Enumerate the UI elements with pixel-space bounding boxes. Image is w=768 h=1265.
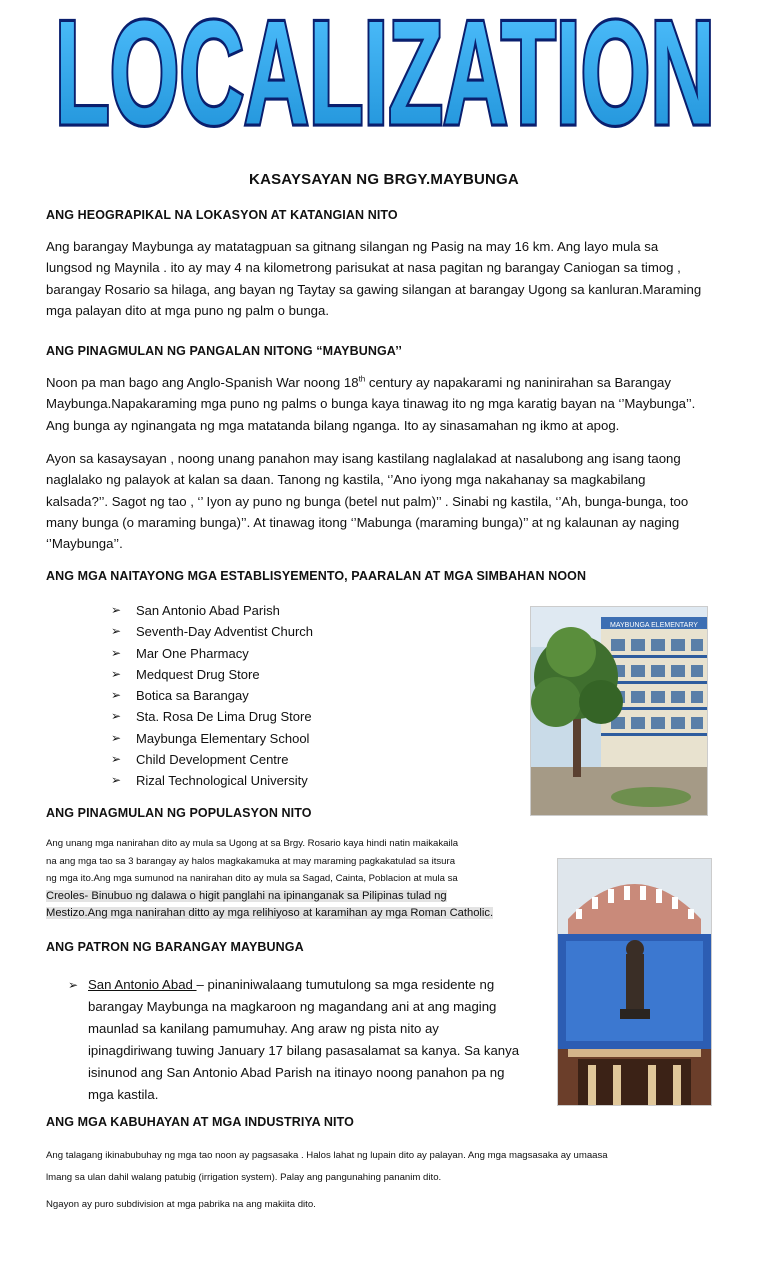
text-line: Noon pa man bago ang Anglo-Spanish War noong 18 [46, 375, 359, 390]
section-heading: ANG PINAGMULAN NG POPULASYON NITO [46, 806, 312, 820]
text-line: Ang barangay Maybunga ay matatagpuan sa gitnang silangan ng Pasig na may 16 km. Ang layo mula sa [46, 239, 659, 254]
list-item: ➢ Botica sa Barangay [111, 685, 471, 706]
arrow-bullet-icon: ➢ [111, 709, 122, 724]
patron-saint-name: San Antonio Abad [88, 977, 197, 992]
list-item: ➢ San Antonio Abad Parish [111, 600, 471, 621]
text-line: century ay napakarami ng naninirahan sa Barangay [365, 375, 671, 390]
list-item: ➢ Mar One Pharmacy [111, 643, 471, 664]
text-line: lmang sa ulan dahil walang patubig (irrigation system). Palay ang pangunahing pananim dito. [46, 1172, 442, 1183]
text-line: Ang bunga ay nginangata ng mga matatanda bilang nganga. Ito ay sinasamahan ng ikmo at apog. [46, 417, 620, 433]
text-line: mga kastila. [88, 1087, 159, 1102]
text-line: ‘’Maybunga’’. [46, 536, 123, 552]
arrow-bullet-icon: ➢ [68, 978, 79, 992]
arrow-bullet-icon: ➢ [111, 688, 122, 703]
text-line: naglalako ng palayok at kalan sa daan. Tanong ng kastila, ‘’Ano iyong mga nakahanay sa magkabilang [46, 472, 646, 488]
text-line: many bunga (o maraming bunga)’’. At tinawag itong ‘’Mabunga (maraming bunga)’’ at ng kalaunan ay naging [46, 514, 680, 530]
text-line: Ayon sa kasaysayan , noong unang panahon may isang kastilang naglalakad at nasalubong ang isang taong [46, 451, 681, 466]
school-photo [530, 606, 708, 816]
text-line: mga palayan dito at mga puno ng palm o bunga. [46, 302, 329, 318]
text-line: Ang unang mga nanirahan dito ay mula sa Ugong at sa Brgy. Rosario kaya hindi natin maikakaila [46, 838, 459, 849]
list-item: ➢ Maybunga Elementary School [111, 728, 471, 749]
arrow-bullet-icon: ➢ [111, 666, 122, 681]
heograpikal-paragraph [46, 236, 726, 321]
text-line: lungsod ng Maynila . ito ay may 4 na kilometrong parisukat at nasa pagitan ng barangay Caniogan sa timog , [46, 260, 681, 276]
text-line: na ang mga tao sa 3 barangay ay halos magkakamuka at may maraming pagkakatulad sa itsura [46, 855, 456, 867]
text-line: maunlad sa kanilang pamumuhay. Ang araw ng pista nito ay [88, 1021, 439, 1036]
section-heograpikal [46, 208, 726, 222]
text-line: isinunod ang San Antonio Abad Parish na itinayo noong panahon pa ng [88, 1065, 505, 1080]
highlighted-line: Mestizo.Ang mga nanirahan ditto ay mga relihiyoso at karamihan ay mga Roman Catholic. [46, 907, 494, 919]
pinagmulan-paragraph-2 [46, 448, 726, 554]
list-item: ➢ Seventh-Day Adventist Church [111, 621, 471, 642]
school-sign: MAYBUNGA ELEMENTARY [610, 622, 698, 629]
text-line: Ang talagang ikinabubuhay ng mga tao noon ay pagsasaka . Halos lahat ng lupain dito ay palayan. Ang mga magsasaka ay umaasa [46, 1150, 608, 1161]
arrow-bullet-icon: ➢ [111, 773, 122, 788]
church-photo [557, 858, 712, 1106]
text-line: Ngayon ay puro subdivision at mga pabrika na ang makiita dito. [46, 1199, 316, 1210]
section-heading: ANG MGA NAITAYONG MGA ESTABLISYEMENTO, PAARALAN AT MGA SIMBAHAN NOON [46, 569, 587, 583]
arrow-bullet-icon: ➢ [111, 730, 122, 745]
banner-text: LOCALIZATION [55, 6, 716, 156]
superscript: th [358, 374, 366, 384]
patron-paragraph [46, 974, 566, 1106]
section-kabuhayan [46, 1115, 726, 1129]
list-item: ➢ Rizal Technological University [111, 770, 471, 791]
kabuhayan-paragraph [46, 1145, 726, 1189]
section-populasyon [46, 806, 726, 820]
text-line: ipinagdiriwang tuwing January 17 bilang pasasalamat sa kanya. Sa kanya [88, 1043, 520, 1058]
section-patron [46, 940, 726, 954]
section-heading: ANG PATRON NG BARANGAY MAYBUNGA [46, 940, 304, 954]
arrow-bullet-icon: ➢ [111, 645, 122, 660]
section-heading: ANG MGA KABUHAYAN AT MGA INDUSTRIYA NITO [46, 1115, 354, 1129]
text-line: – pinaniniwalaang tumutulong sa mga residente ng [196, 977, 495, 992]
text-line: kalsada?’’. Sagot ng tao , ‘’ Iyon ay puno ng bunga (betel nut palm)’’ . Sinabi ng kastila, ‘’Ah, bunga-bunga, too [46, 493, 689, 509]
text-line: ng mga ito.Ang mga sumunod na nanirahan dito ay mula sa Sagad, Cainta, Poblacion at mula sa [46, 873, 458, 884]
text-line: barangay Maybunga na magkaroon ng magandang ani at ang maging [88, 999, 497, 1014]
list-item: ➢ Sta. Rosa De Lima Drug Store [111, 706, 471, 727]
arrow-bullet-icon: ➢ [111, 624, 122, 639]
kabuhayan-last-line [46, 1196, 726, 1214]
arrow-bullet-icon: ➢ [111, 603, 122, 617]
section-pinagmulan [46, 344, 726, 358]
document-title: KASAYSAYAN NG BRGY.MAYBUNGA [249, 171, 519, 188]
establishment-list [111, 600, 471, 792]
section-establisyemento [46, 569, 726, 583]
section-heading: ANG HEOGRAPIKAL NA LOKASYON AT KATANGIAN NITO [46, 208, 398, 222]
list-item: ➢ Medquest Drug Store [111, 664, 471, 685]
text-line: Maybunga.Napakaraming mga puno ng palms o bunga kaya tinawag ito ng mga karatig bayan na ‘’Maybunga’’. [46, 396, 696, 412]
populasyon-paragraph [46, 835, 546, 923]
list-item: ➢ Child Development Centre [111, 749, 471, 770]
highlighted-line: Creoles- Binubuo ng dalawa o higit panglahi na ipinanganak sa Pilipinas tulad ng [46, 889, 447, 902]
localization-banner [40, 6, 730, 166]
section-heading: ANG PINAGMULAN NG PANGALAN NITONG “MAYBUNGA’’ [46, 344, 402, 358]
pinagmulan-paragraph-1 [46, 372, 726, 436]
arrow-bullet-icon: ➢ [111, 752, 122, 767]
text-line: barangay Rosario sa hilaga, ang bayan ng Taytay sa gawing silangan at barangay Ugong sa kanluran.Maraming [46, 281, 702, 297]
wordart-title [40, 6, 730, 166]
